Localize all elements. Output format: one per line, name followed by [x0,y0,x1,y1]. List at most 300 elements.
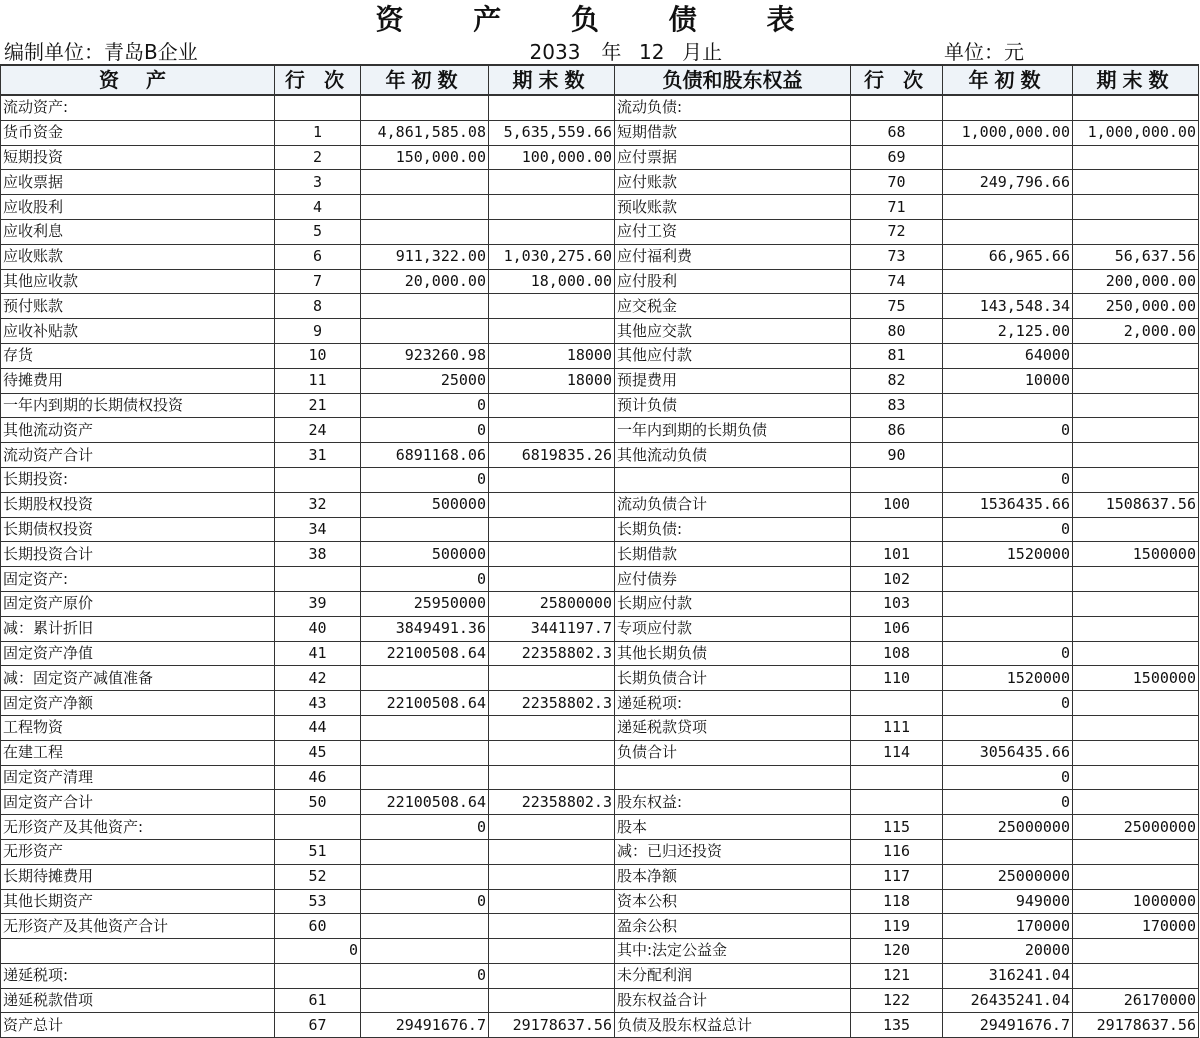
asset-end-cell: 1,030,275.60 [489,244,615,269]
asset-name-cell: 应收利息 [1,219,275,244]
liability-line-cell: 83 [851,393,943,418]
table-row [1,120,1199,145]
asset-name-cell: 工程物资 [1,715,275,740]
asset-line-cell: 6 [275,244,361,269]
liability-line-cell: 121 [851,963,943,988]
asset-begin-cell [361,294,489,319]
liability-begin-cell: 1520000 [943,666,1073,691]
asset-begin-cell: 0 [361,567,489,592]
asset-end-cell [489,467,615,492]
liability-name-cell: 应付票据 [615,145,851,170]
asset-end-cell: 5,635,559.66 [489,120,615,145]
header-liability-end: 期末数 [1073,65,1199,95]
liability-name-cell: 其他长期负债 [615,641,851,666]
asset-begin-cell [361,319,489,344]
liability-line-cell: 72 [851,219,943,244]
asset-begin-cell: 22100508.64 [361,641,489,666]
liability-end-cell [1073,443,1199,468]
liability-name-cell: 预提费用 [615,368,851,393]
asset-line-cell: 4 [275,195,361,220]
asset-begin-cell: 0 [361,467,489,492]
asset-begin-cell [361,914,489,939]
liability-line-cell: 86 [851,418,943,443]
asset-end-cell [489,815,615,840]
asset-end-cell [489,740,615,765]
liability-line-cell: 111 [851,715,943,740]
asset-name-cell: 预付账款 [1,294,275,319]
reporting-entity: 编制单位：青岛B企业 [4,40,198,64]
asset-name-cell: 减：固定资产减值准备 [1,666,275,691]
asset-name-cell: 固定资产原价 [1,591,275,616]
asset-name-cell: 长期债权投资 [1,517,275,542]
liability-begin-cell [943,839,1073,864]
asset-begin-cell: 150,000.00 [361,145,489,170]
liability-begin-cell: 29491676.7 [943,1013,1073,1038]
liability-begin-cell: 0 [943,790,1073,815]
asset-end-cell [489,492,615,517]
liability-begin-cell [943,145,1073,170]
table-row [1,939,1199,964]
liability-name-cell: 股本 [615,815,851,840]
asset-name-cell: 固定资产合计 [1,790,275,815]
asset-name-cell: 在建工程 [1,740,275,765]
liability-begin-cell: 0 [943,641,1073,666]
liability-name-cell: 应付股利 [615,269,851,294]
liability-end-cell [1073,740,1199,765]
asset-name-cell: 长期待摊费用 [1,864,275,889]
liability-end-cell [1073,467,1199,492]
asset-name-cell: 减：累计折旧 [1,616,275,641]
asset-name-cell: 固定资产: [1,567,275,592]
table-row [1,492,1199,517]
asset-begin-cell [361,170,489,195]
asset-line-cell: 40 [275,616,361,641]
report-month: 12 [628,40,676,65]
liability-begin-cell: 26435241.04 [943,988,1073,1013]
asset-begin-cell: 4,861,585.08 [361,120,489,145]
asset-line-cell: 32 [275,492,361,517]
liability-end-cell [1073,963,1199,988]
liability-begin-cell: 25000000 [943,815,1073,840]
asset-line-cell: 3 [275,170,361,195]
liability-end-cell: 25000000 [1073,815,1199,840]
report-year: 2033 [515,40,595,65]
liability-line-cell: 70 [851,170,943,195]
liability-end-cell: 200,000.00 [1073,269,1199,294]
asset-begin-cell [361,715,489,740]
liability-name-cell: 长期负债合计 [615,666,851,691]
asset-end-cell [489,393,615,418]
currency-unit: 单位：元 [944,40,1024,64]
table-row [1,244,1199,269]
table-row [1,567,1199,592]
liability-name-cell [615,765,851,790]
table-row [1,418,1199,443]
liability-line-cell: 71 [851,195,943,220]
table-row [1,765,1199,790]
liability-line-cell: 102 [851,567,943,592]
liability-begin-cell: 949000 [943,889,1073,914]
asset-end-cell [489,963,615,988]
asset-end-cell: 3441197.7 [489,616,615,641]
liability-end-cell [1073,591,1199,616]
liability-line-cell: 118 [851,889,943,914]
asset-line-cell: 41 [275,641,361,666]
table-row [1,691,1199,716]
liability-end-cell [1073,343,1199,368]
asset-name-cell: 无形资产及其他资产合计 [1,914,275,939]
asset-name-cell: 固定资产净值 [1,641,275,666]
liability-line-cell: 117 [851,864,943,889]
table-row [1,641,1199,666]
asset-end-cell: 18000 [489,368,615,393]
asset-end-cell [489,542,615,567]
asset-begin-cell [361,740,489,765]
asset-name-cell: 存货 [1,343,275,368]
liability-begin-cell [943,219,1073,244]
liability-line-cell [851,691,943,716]
liability-begin-cell [943,393,1073,418]
liability-begin-cell: 20000 [943,939,1073,964]
liability-end-cell [1073,839,1199,864]
liability-name-cell: 应交税金 [615,294,851,319]
asset-line-cell: 24 [275,418,361,443]
asset-name-cell: 流动资产: [1,95,275,120]
asset-end-cell: 18,000.00 [489,269,615,294]
liability-name-cell: 长期负债: [615,517,851,542]
asset-end-cell: 25800000 [489,591,615,616]
table-row [1,343,1199,368]
table-row [1,889,1199,914]
asset-line-cell: 53 [275,889,361,914]
liability-begin-cell [943,195,1073,220]
liability-begin-cell: 25000000 [943,864,1073,889]
table-row [1,542,1199,567]
table-row [1,740,1199,765]
asset-line-cell: 51 [275,839,361,864]
liability-end-cell [1073,170,1199,195]
asset-line-cell: 46 [275,765,361,790]
asset-name-cell: 一年内到期的长期债权投资 [1,393,275,418]
asset-begin-cell: 0 [361,815,489,840]
asset-name-cell: 递延税款借项 [1,988,275,1013]
liability-begin-cell: 0 [943,517,1073,542]
asset-end-cell [489,567,615,592]
liability-begin-cell [943,567,1073,592]
asset-begin-cell: 29491676.7 [361,1013,489,1038]
liability-name-cell: 应付账款 [615,170,851,195]
asset-name-cell: 应收股利 [1,195,275,220]
asset-begin-cell: 911,322.00 [361,244,489,269]
liability-name-cell: 股东权益合计 [615,988,851,1013]
liability-begin-cell: 10000 [943,368,1073,393]
table-row [1,864,1199,889]
asset-end-cell: 18000 [489,343,615,368]
liability-name-cell: 应付福利费 [615,244,851,269]
liability-name-cell: 资本公积 [615,889,851,914]
asset-line-cell: 42 [275,666,361,691]
liability-name-cell: 其他应付款 [615,343,851,368]
liability-begin-cell [943,95,1073,120]
liability-end-cell [1073,418,1199,443]
liability-name-cell: 递延税项: [615,691,851,716]
header-asset-begin: 年初数 [361,65,489,95]
liability-begin-cell: 66,965.66 [943,244,1073,269]
asset-end-cell [489,914,615,939]
asset-begin-cell: 0 [361,889,489,914]
liability-begin-cell: 0 [943,691,1073,716]
asset-begin-cell: 22100508.64 [361,691,489,716]
liability-end-cell [1073,567,1199,592]
asset-begin-cell: 923260.98 [361,343,489,368]
liability-end-cell: 170000 [1073,914,1199,939]
liability-end-cell [1073,616,1199,641]
asset-line-cell: 5 [275,219,361,244]
table-row [1,666,1199,691]
liability-line-cell [851,467,943,492]
liability-line-cell: 135 [851,1013,943,1038]
asset-begin-cell: 20,000.00 [361,269,489,294]
liability-end-cell [1073,765,1199,790]
asset-line-cell: 44 [275,715,361,740]
liability-line-cell: 69 [851,145,943,170]
liability-end-cell: 1500000 [1073,666,1199,691]
liability-begin-cell: 64000 [943,343,1073,368]
liability-name-cell: 长期应付款 [615,591,851,616]
asset-name-cell [1,939,275,964]
asset-end-cell [489,418,615,443]
liability-line-cell: 108 [851,641,943,666]
asset-line-cell: 2 [275,145,361,170]
asset-name-cell: 递延税项: [1,963,275,988]
table-row [1,195,1199,220]
asset-begin-cell: 25950000 [361,591,489,616]
asset-line-cell: 67 [275,1013,361,1038]
table-row [1,839,1199,864]
header-asset-line: 行 次 [275,65,361,95]
liability-line-cell [851,517,943,542]
liability-end-cell: 29178637.56 [1073,1013,1199,1038]
liability-line-cell [851,95,943,120]
liability-begin-cell: 0 [943,765,1073,790]
asset-end-cell [489,939,615,964]
asset-line-cell [275,467,361,492]
report-title: 资 产 负 债 表 [375,3,825,36]
liability-name-cell: 其他流动负债 [615,443,851,468]
liability-end-cell [1073,368,1199,393]
table-row [1,517,1199,542]
liability-name-cell: 一年内到期的长期负债 [615,418,851,443]
liability-line-cell: 103 [851,591,943,616]
liability-name-cell: 短期借款 [615,120,851,145]
liability-begin-cell [943,616,1073,641]
asset-name-cell: 应收补贴款 [1,319,275,344]
table-row [1,443,1199,468]
liability-begin-cell: 316241.04 [943,963,1073,988]
asset-line-cell: 61 [275,988,361,1013]
asset-line-cell: 31 [275,443,361,468]
table-row [1,1013,1199,1038]
asset-begin-cell [361,195,489,220]
asset-begin-cell [361,666,489,691]
asset-name-cell: 长期投资: [1,467,275,492]
liability-line-cell: 101 [851,542,943,567]
asset-line-cell [275,567,361,592]
liability-begin-cell [943,591,1073,616]
asset-end-cell: 22358802.3 [489,691,615,716]
liability-begin-cell: 3056435.66 [943,740,1073,765]
asset-end-cell [489,988,615,1013]
liability-name-cell: 应付工资 [615,219,851,244]
asset-begin-cell [361,95,489,120]
table-row [1,591,1199,616]
liability-line-cell: 106 [851,616,943,641]
table-row [1,393,1199,418]
asset-line-cell: 52 [275,864,361,889]
asset-name-cell: 应收账款 [1,244,275,269]
liability-line-cell: 68 [851,120,943,145]
asset-end-cell [489,765,615,790]
asset-name-cell: 流动资产合计 [1,443,275,468]
liability-line-cell: 122 [851,988,943,1013]
liability-begin-cell: 143,548.34 [943,294,1073,319]
asset-begin-cell: 25000 [361,368,489,393]
liability-line-cell: 82 [851,368,943,393]
asset-line-cell: 8 [275,294,361,319]
liability-end-cell: 1000000 [1073,889,1199,914]
liability-name-cell: 减：已归还投资 [615,839,851,864]
liability-begin-cell [943,269,1073,294]
asset-begin-cell: 0 [361,418,489,443]
asset-end-cell: 6819835.26 [489,443,615,468]
asset-name-cell: 固定资产清理 [1,765,275,790]
asset-line-cell: 11 [275,368,361,393]
asset-name-cell: 短期投资 [1,145,275,170]
asset-begin-cell: 0 [361,963,489,988]
liability-end-cell [1073,517,1199,542]
asset-name-cell: 资产总计 [1,1013,275,1038]
liability-end-cell: 56,637.56 [1073,244,1199,269]
asset-line-cell: 45 [275,740,361,765]
liability-end-cell [1073,790,1199,815]
liability-end-cell [1073,219,1199,244]
liability-begin-cell: 2,125.00 [943,319,1073,344]
header-liability-line: 行 次 [851,65,943,95]
table-row [1,368,1199,393]
liability-name-cell: 预计负债 [615,393,851,418]
asset-begin-cell: 22100508.64 [361,790,489,815]
asset-line-cell: 38 [275,542,361,567]
asset-line-cell: 1 [275,120,361,145]
liability-end-cell: 1,000,000.00 [1073,120,1199,145]
table-row [1,988,1199,1013]
liability-name-cell: 其中:法定公益金 [615,939,851,964]
asset-end-cell: 100,000.00 [489,145,615,170]
asset-line-cell: 50 [275,790,361,815]
liability-line-cell: 74 [851,269,943,294]
liability-end-cell [1073,393,1199,418]
asset-line-cell: 39 [275,591,361,616]
asset-end-cell [489,170,615,195]
asset-end-cell [489,864,615,889]
liability-line-cell: 116 [851,839,943,864]
liability-line-cell: 80 [851,319,943,344]
liability-name-cell: 预收账款 [615,195,851,220]
liability-end-cell [1073,641,1199,666]
liability-name-cell: 专项应付款 [615,616,851,641]
asset-end-cell [489,715,615,740]
asset-line-cell: 0 [275,939,361,964]
liability-name-cell: 负债合计 [615,740,851,765]
asset-name-cell: 其他长期资产 [1,889,275,914]
asset-name-cell: 其他应收款 [1,269,275,294]
table-row [1,319,1199,344]
liability-end-cell: 1508637.56 [1073,492,1199,517]
liability-begin-cell: 0 [943,467,1073,492]
asset-line-cell: 43 [275,691,361,716]
table-row [1,219,1199,244]
asset-begin-cell: 500000 [361,542,489,567]
asset-line-cell [275,815,361,840]
year-suffix: 年 [601,40,622,64]
table-row [1,715,1199,740]
header-liability-begin: 年初数 [943,65,1073,95]
liability-name-cell: 负债及股东权益总计 [615,1013,851,1038]
table-row [1,269,1199,294]
asset-begin-cell [361,939,489,964]
table-row [1,963,1199,988]
liability-end-cell [1073,939,1199,964]
report-period [515,40,722,64]
liability-begin-cell [943,443,1073,468]
liability-name-cell: 股本净额 [615,864,851,889]
asset-name-cell: 应收票据 [1,170,275,195]
liability-begin-cell: 170000 [943,914,1073,939]
header-liability: 负债和股东权益 [615,65,851,95]
asset-name-cell: 货币资金 [1,120,275,145]
asset-begin-cell: 500000 [361,492,489,517]
liability-begin-cell: 0 [943,418,1073,443]
liability-line-cell: 90 [851,443,943,468]
liability-end-cell: 26170000 [1073,988,1199,1013]
asset-end-cell [489,666,615,691]
asset-end-cell: 29178637.56 [489,1013,615,1038]
liability-begin-cell: 1,000,000.00 [943,120,1073,145]
asset-line-cell: 10 [275,343,361,368]
liability-end-cell [1073,195,1199,220]
liability-end-cell: 1500000 [1073,542,1199,567]
liability-begin-cell: 1520000 [943,542,1073,567]
asset-name-cell: 无形资产 [1,839,275,864]
asset-end-cell [489,517,615,542]
asset-end-cell: 22358802.3 [489,641,615,666]
header-asset: 资 产 [1,65,275,95]
liability-line-cell: 110 [851,666,943,691]
liability-name-cell: 递延税款贷项 [615,715,851,740]
asset-end-cell [489,219,615,244]
asset-name-cell: 长期投资合计 [1,542,275,567]
liability-name-cell: 流动负债: [615,95,851,120]
table-row [1,815,1199,840]
liability-name-cell: 其他应交款 [615,319,851,344]
liability-name-cell [615,467,851,492]
asset-begin-cell [361,517,489,542]
balance-sheet-table [0,64,1199,1038]
liability-line-cell: 119 [851,914,943,939]
liability-line-cell: 115 [851,815,943,840]
liability-end-cell: 250,000.00 [1073,294,1199,319]
liability-name-cell: 盈余公积 [615,914,851,939]
